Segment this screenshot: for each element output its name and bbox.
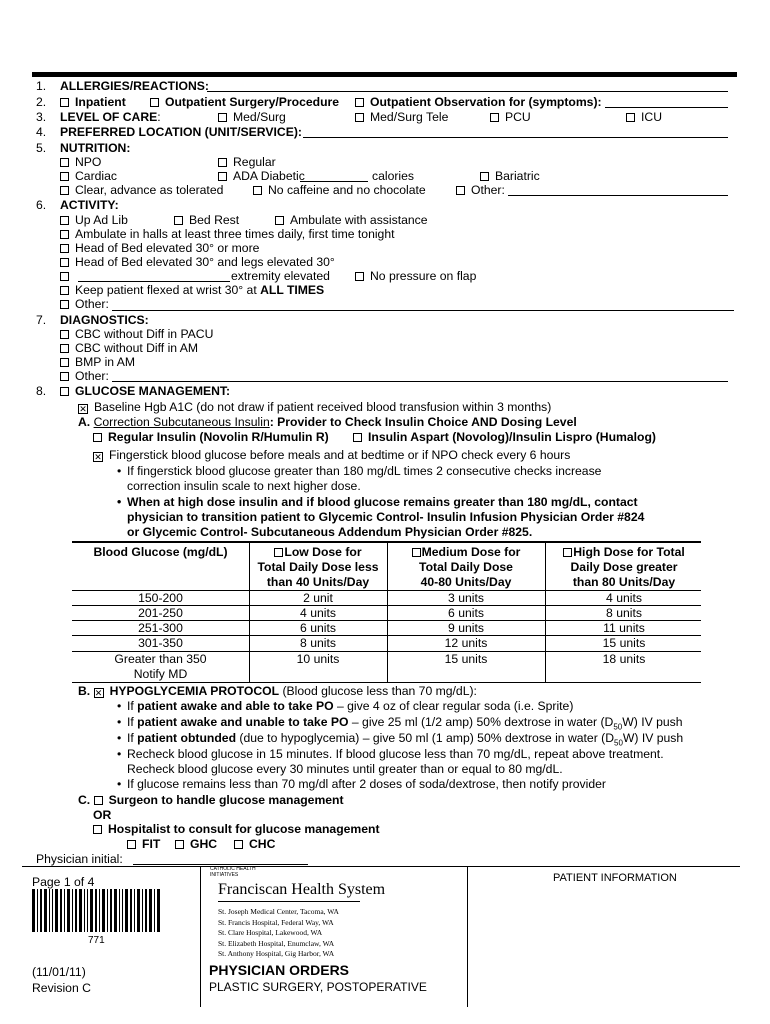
checkbox[interactable] (60, 358, 69, 367)
keep-flexed-option[interactable]: Keep patient flexed at wrist 30° at ALL TIMES (60, 283, 324, 297)
table-cell: 301-350 (138, 636, 183, 650)
activity-other-field[interactable] (112, 310, 734, 311)
checkbox[interactable] (94, 796, 103, 805)
extremity-label: extremity elevated (231, 269, 330, 283)
observation-symptoms-field[interactable] (605, 107, 728, 108)
up-ad-lib-option[interactable]: Up Ad Lib (60, 213, 128, 227)
table-cell: 18 units (602, 652, 646, 666)
table-header-medium: Medium Dose for (387, 545, 545, 560)
table-header-medium: Total Daily Dose (419, 560, 513, 574)
barcode-number: 771 (88, 935, 105, 946)
checkbox[interactable] (234, 840, 243, 849)
diagnostics-other-option[interactable]: Other: (60, 369, 109, 383)
table-cell: 3 units (448, 591, 484, 605)
table-cell: 6 units (448, 606, 484, 620)
item-number: 4. (36, 125, 47, 139)
checkbox[interactable] (174, 216, 183, 225)
table-cell: Notify MD (133, 667, 188, 681)
hypo-step: • If patient awake and unable to take PO – give 25 ml (1/2 amp) 50% dextrose in water $(D_{50}W)$ IV push (127, 715, 683, 734)
checkbox[interactable] (175, 840, 184, 849)
hospital-item: St. Clare Hospital, Lakewood, WA (218, 928, 323, 937)
allergies-field[interactable] (207, 91, 728, 92)
table-cell: 15 units (602, 636, 646, 650)
hypo-step: • If glucose remains less than 70 mg/dl after 2 doses of soda/dextrose, then notify provider (127, 777, 606, 791)
item-number: 1. (36, 79, 47, 93)
table-cell: 12 units (444, 636, 488, 650)
checkbox[interactable] (626, 113, 635, 122)
checkbox[interactable] (60, 330, 69, 339)
checkbox[interactable] (60, 300, 69, 309)
preferred-location-label: PREFERRED LOCATION (UNIT/SERVICE): (60, 125, 302, 139)
bullet-text-cont: physician to transition patient to Glycemic Control- Insulin Infusion Physician Order #824 (127, 510, 645, 524)
npo-option[interactable]: NPO (60, 155, 101, 169)
section-b-heading[interactable]: B. ✕ HYPOGLYCEMIA PROTOCOL (Blood glucose less than 70 mg/dL): (78, 684, 477, 698)
checkbox[interactable] (456, 186, 465, 195)
table-header-high: High Dose for Total (545, 545, 703, 560)
table-cell: 251-300 (138, 621, 183, 635)
patient-information-label: PATIENT INFORMATION (553, 872, 677, 884)
preferred-location-field[interactable] (303, 137, 728, 138)
calories-label: calories (372, 169, 414, 183)
clear-diet-option[interactable]: Clear, advance as tolerated (60, 183, 223, 197)
form-date: (11/01/11) (32, 965, 86, 979)
checkbox[interactable] (60, 372, 69, 381)
hypo-step: • Recheck blood glucose in 15 minutes. If blood glucose less than 70 mg/dL, repeat above treatment. (127, 747, 664, 761)
diagnostics-other-field[interactable] (112, 381, 728, 382)
footer-divider (200, 867, 201, 1007)
checkbox[interactable] (127, 840, 136, 849)
checkbox[interactable] (355, 98, 364, 107)
table-header-low: Low Dose for (249, 545, 387, 560)
table-header-glucose: Blood Glucose (mg/dL) (93, 545, 228, 559)
cardiac-option[interactable]: Cardiac (60, 169, 117, 183)
hob-30-option[interactable]: Head of Bed elevated 30° or more (60, 241, 259, 255)
table-cell: 6 units (300, 621, 336, 635)
fingerstick-option[interactable]: ✕ Fingerstick blood glucose before meals and at bedtime or if NPO check every 6 hours (94, 448, 571, 462)
activity-other-option[interactable]: Other: (60, 297, 109, 311)
checkbox[interactable] (353, 433, 362, 442)
hospitalist-option[interactable]: Hospitalist to consult for glucose management (93, 822, 380, 836)
nutrition-other-field[interactable] (508, 195, 728, 196)
checked-checkbox[interactable]: ✕ (94, 452, 102, 462)
table-header-high: Daily Dose greater (570, 560, 678, 574)
bmp-am-option[interactable]: BMP in AM (60, 355, 135, 369)
hospital-item: St. Francis Hospital, Federal Way, WA (218, 917, 334, 927)
cbc-am-option[interactable]: CBC without Diff in AM (60, 341, 198, 355)
nutrition-label: NUTRITION: (60, 141, 131, 155)
bullet-text-cont: or Glycemic Control- Subcutaneous Addendum Physician Order #825. (127, 525, 533, 539)
table-header-medium: 40-80 Units/Day (420, 575, 512, 589)
hypo-step: • If patient awake and able to take PO – give 4 oz of clear regular soda (i.e. Sprite) (127, 699, 573, 713)
ada-diabetic-option[interactable]: ADA Diabetic (218, 169, 305, 183)
no-pressure-option[interactable]: No pressure on flap (355, 269, 476, 283)
item-number: 5. (36, 141, 47, 155)
level-of-care-label: LEVEL OF CARE: (60, 110, 161, 124)
table-cell: 2 unit (303, 591, 333, 605)
table-cell: 4 units (300, 606, 336, 620)
checkbox[interactable] (60, 286, 69, 295)
extremity-elevated-option[interactable] (60, 269, 75, 283)
bullet-text: • If fingerstick blood glucose greater than 180 mg/dL times 2 consecutive checks increase (127, 464, 601, 478)
checkbox[interactable] (355, 113, 364, 122)
checkbox[interactable] (412, 548, 421, 557)
ambulate-assist-option[interactable]: Ambulate with assistance (275, 213, 428, 227)
bullet-text-cont: correction insulin scale to next higher dose. (127, 479, 361, 493)
table-cell: 150-200 (138, 591, 183, 605)
checkbox[interactable] (218, 113, 227, 122)
form-subtitle: PLASTIC SURGERY, POSTOPERATIVE (209, 980, 427, 994)
table-cell: 8 units (300, 636, 336, 650)
item-number: 6. (36, 198, 47, 212)
table-cell: 201-250 (138, 606, 183, 620)
table-header-low: Total Daily Dose less (257, 560, 379, 574)
table-header-high: than 80 Units/Day (572, 575, 676, 589)
icu-option[interactable]: ICU (626, 110, 662, 124)
form-revision: Revision C (32, 981, 91, 995)
checkbox[interactable] (60, 216, 69, 225)
checkbox[interactable] (60, 272, 69, 281)
bullet-text: • When at high dose insulin and if blood glucose remains greater than 180 mg/dL, contact (127, 495, 638, 509)
table-cell: 10 units (296, 652, 340, 666)
checkbox[interactable] (218, 172, 227, 181)
checkbox[interactable] (60, 230, 69, 239)
table-cell: 4 units (606, 591, 642, 605)
table-cell: 9 units (448, 621, 484, 635)
fit-option[interactable]: FIT (127, 837, 160, 851)
extremity-field[interactable] (78, 281, 230, 282)
item-number: 2. (36, 95, 47, 109)
hospital-item: St. Elizabeth Hospital, Enumclaw, WA (218, 938, 335, 948)
no-caffeine-option[interactable]: No caffeine and no chocolate (253, 183, 426, 197)
glucose-management-option[interactable]: GLUCOSE MANAGEMENT: (60, 384, 230, 398)
item-number: 8. (36, 384, 47, 398)
hospital-list (218, 907, 339, 960)
table-cell: 8 units (606, 606, 642, 620)
table-cell: Greater than 350 (114, 652, 207, 666)
or-label: OR (93, 808, 112, 822)
logo-rule (218, 901, 360, 902)
calories-field[interactable] (300, 181, 368, 182)
table-cell: 11 units (603, 621, 645, 635)
bed-rest-option[interactable]: Bed Rest (174, 213, 239, 227)
hospital-item: St. Joseph Medical Center, Tacoma, WA (218, 907, 339, 916)
hypo-step-cont: Recheck blood glucose every 30 minutes until greater than or equal to 80 mg/dL. (127, 762, 563, 776)
hob-legs-option[interactable]: Head of Bed elevated 30° and legs elevated 30° (60, 255, 335, 269)
med-surg-option[interactable]: Med/Surg (218, 110, 286, 124)
baseline-a1c-option[interactable]: ✕ Baseline Hgb A1C (do not draw if patient received blood transfusion within 3 months) (79, 400, 552, 414)
outpatient-observation-option[interactable]: Outpatient Observation for (symptoms): (355, 95, 602, 109)
checkbox[interactable] (563, 548, 572, 557)
section-a-heading: A. Correction Subcutaneous Insulin: Provider to Check Insulin Choice AND Dosing Level (78, 415, 577, 429)
chc-option[interactable]: CHC (234, 837, 275, 851)
form-title: PHYSICIAN ORDERS (209, 962, 350, 978)
pcu-option[interactable]: PCU (490, 110, 531, 124)
checkbox[interactable] (60, 258, 69, 267)
hypo-step: • If patient obtunded (due to hypoglycemia) – give 50 ml (1 amp) 50% dextrose in water $(D_{50}W)$ IV push (127, 731, 683, 750)
page-number: Page 1 of 4 (32, 875, 95, 889)
checkbox[interactable] (60, 98, 69, 107)
aspart-insulin-option[interactable]: Insulin Aspart (Novolog)/Insulin Lispro (Humalog) (353, 430, 656, 444)
checkbox[interactable] (274, 548, 283, 557)
cbc-pacu-option[interactable]: CBC without Diff in PACU (60, 327, 213, 341)
checkbox[interactable] (60, 186, 69, 195)
ghc-option[interactable]: GHC (175, 837, 217, 851)
barcode-icon (32, 889, 160, 932)
checkbox[interactable] (60, 344, 69, 353)
footer-rule (22, 866, 740, 867)
physician-initial-field[interactable] (133, 864, 308, 865)
checkbox[interactable] (60, 172, 69, 181)
physician-initial-label: Physician initial: (36, 852, 123, 866)
checkbox[interactable] (60, 387, 69, 396)
checkbox[interactable] (218, 158, 227, 167)
checkbox[interactable] (480, 172, 489, 181)
checkbox[interactable] (253, 186, 262, 195)
footer-divider (467, 867, 468, 1007)
diagnostics-label: DIAGNOSTICS: (60, 313, 149, 327)
catholic-health-logo: CATHOLIC HEALTH INITIATIVES (210, 866, 256, 878)
checkbox[interactable] (60, 158, 69, 167)
activity-label: ACTIVITY: (60, 198, 119, 212)
surgeon-glucose-option[interactable]: C. Surgeon to handle glucose management (78, 793, 344, 807)
checkbox[interactable] (93, 825, 102, 834)
checkbox[interactable] (355, 272, 364, 281)
table-cell: 15 units (444, 652, 488, 666)
outpatient-surgery-option[interactable]: Outpatient Surgery/Procedure (150, 95, 339, 109)
franciscan-logo: Franciscan Health System (218, 881, 386, 898)
checkbox[interactable] (93, 433, 102, 442)
med-surg-tele-option[interactable]: Med/Surg Tele (355, 110, 448, 124)
inpatient-option[interactable]: Inpatient (60, 95, 126, 109)
checkbox[interactable] (60, 244, 69, 253)
table-header-low: than 40 Units/Day (266, 575, 370, 589)
checked-checkbox[interactable]: ✕ (79, 404, 87, 414)
nutrition-other-option[interactable]: Other: (456, 183, 505, 197)
item-number: 7. (36, 313, 47, 327)
checkbox[interactable] (275, 216, 284, 225)
checked-checkbox[interactable]: ✕ (94, 688, 103, 698)
top-rule (32, 72, 737, 77)
hospital-item: St. Anthony Hospital, Gig Harbor, WA (218, 949, 335, 958)
bariatric-option[interactable]: Bariatric (480, 169, 540, 183)
checkbox[interactable] (150, 98, 159, 107)
allergies-label: ALLERGIES/REACTIONS: (60, 79, 209, 93)
regular-insulin-option[interactable]: Regular Insulin (Novolin R/Humulin R) (93, 430, 329, 444)
item-number: 3. (36, 110, 47, 124)
checkbox[interactable] (490, 113, 499, 122)
ambulate-halls-option[interactable]: Ambulate in halls at least three times daily, first time tonight (60, 227, 395, 241)
regular-diet-option[interactable]: Regular (218, 155, 276, 169)
